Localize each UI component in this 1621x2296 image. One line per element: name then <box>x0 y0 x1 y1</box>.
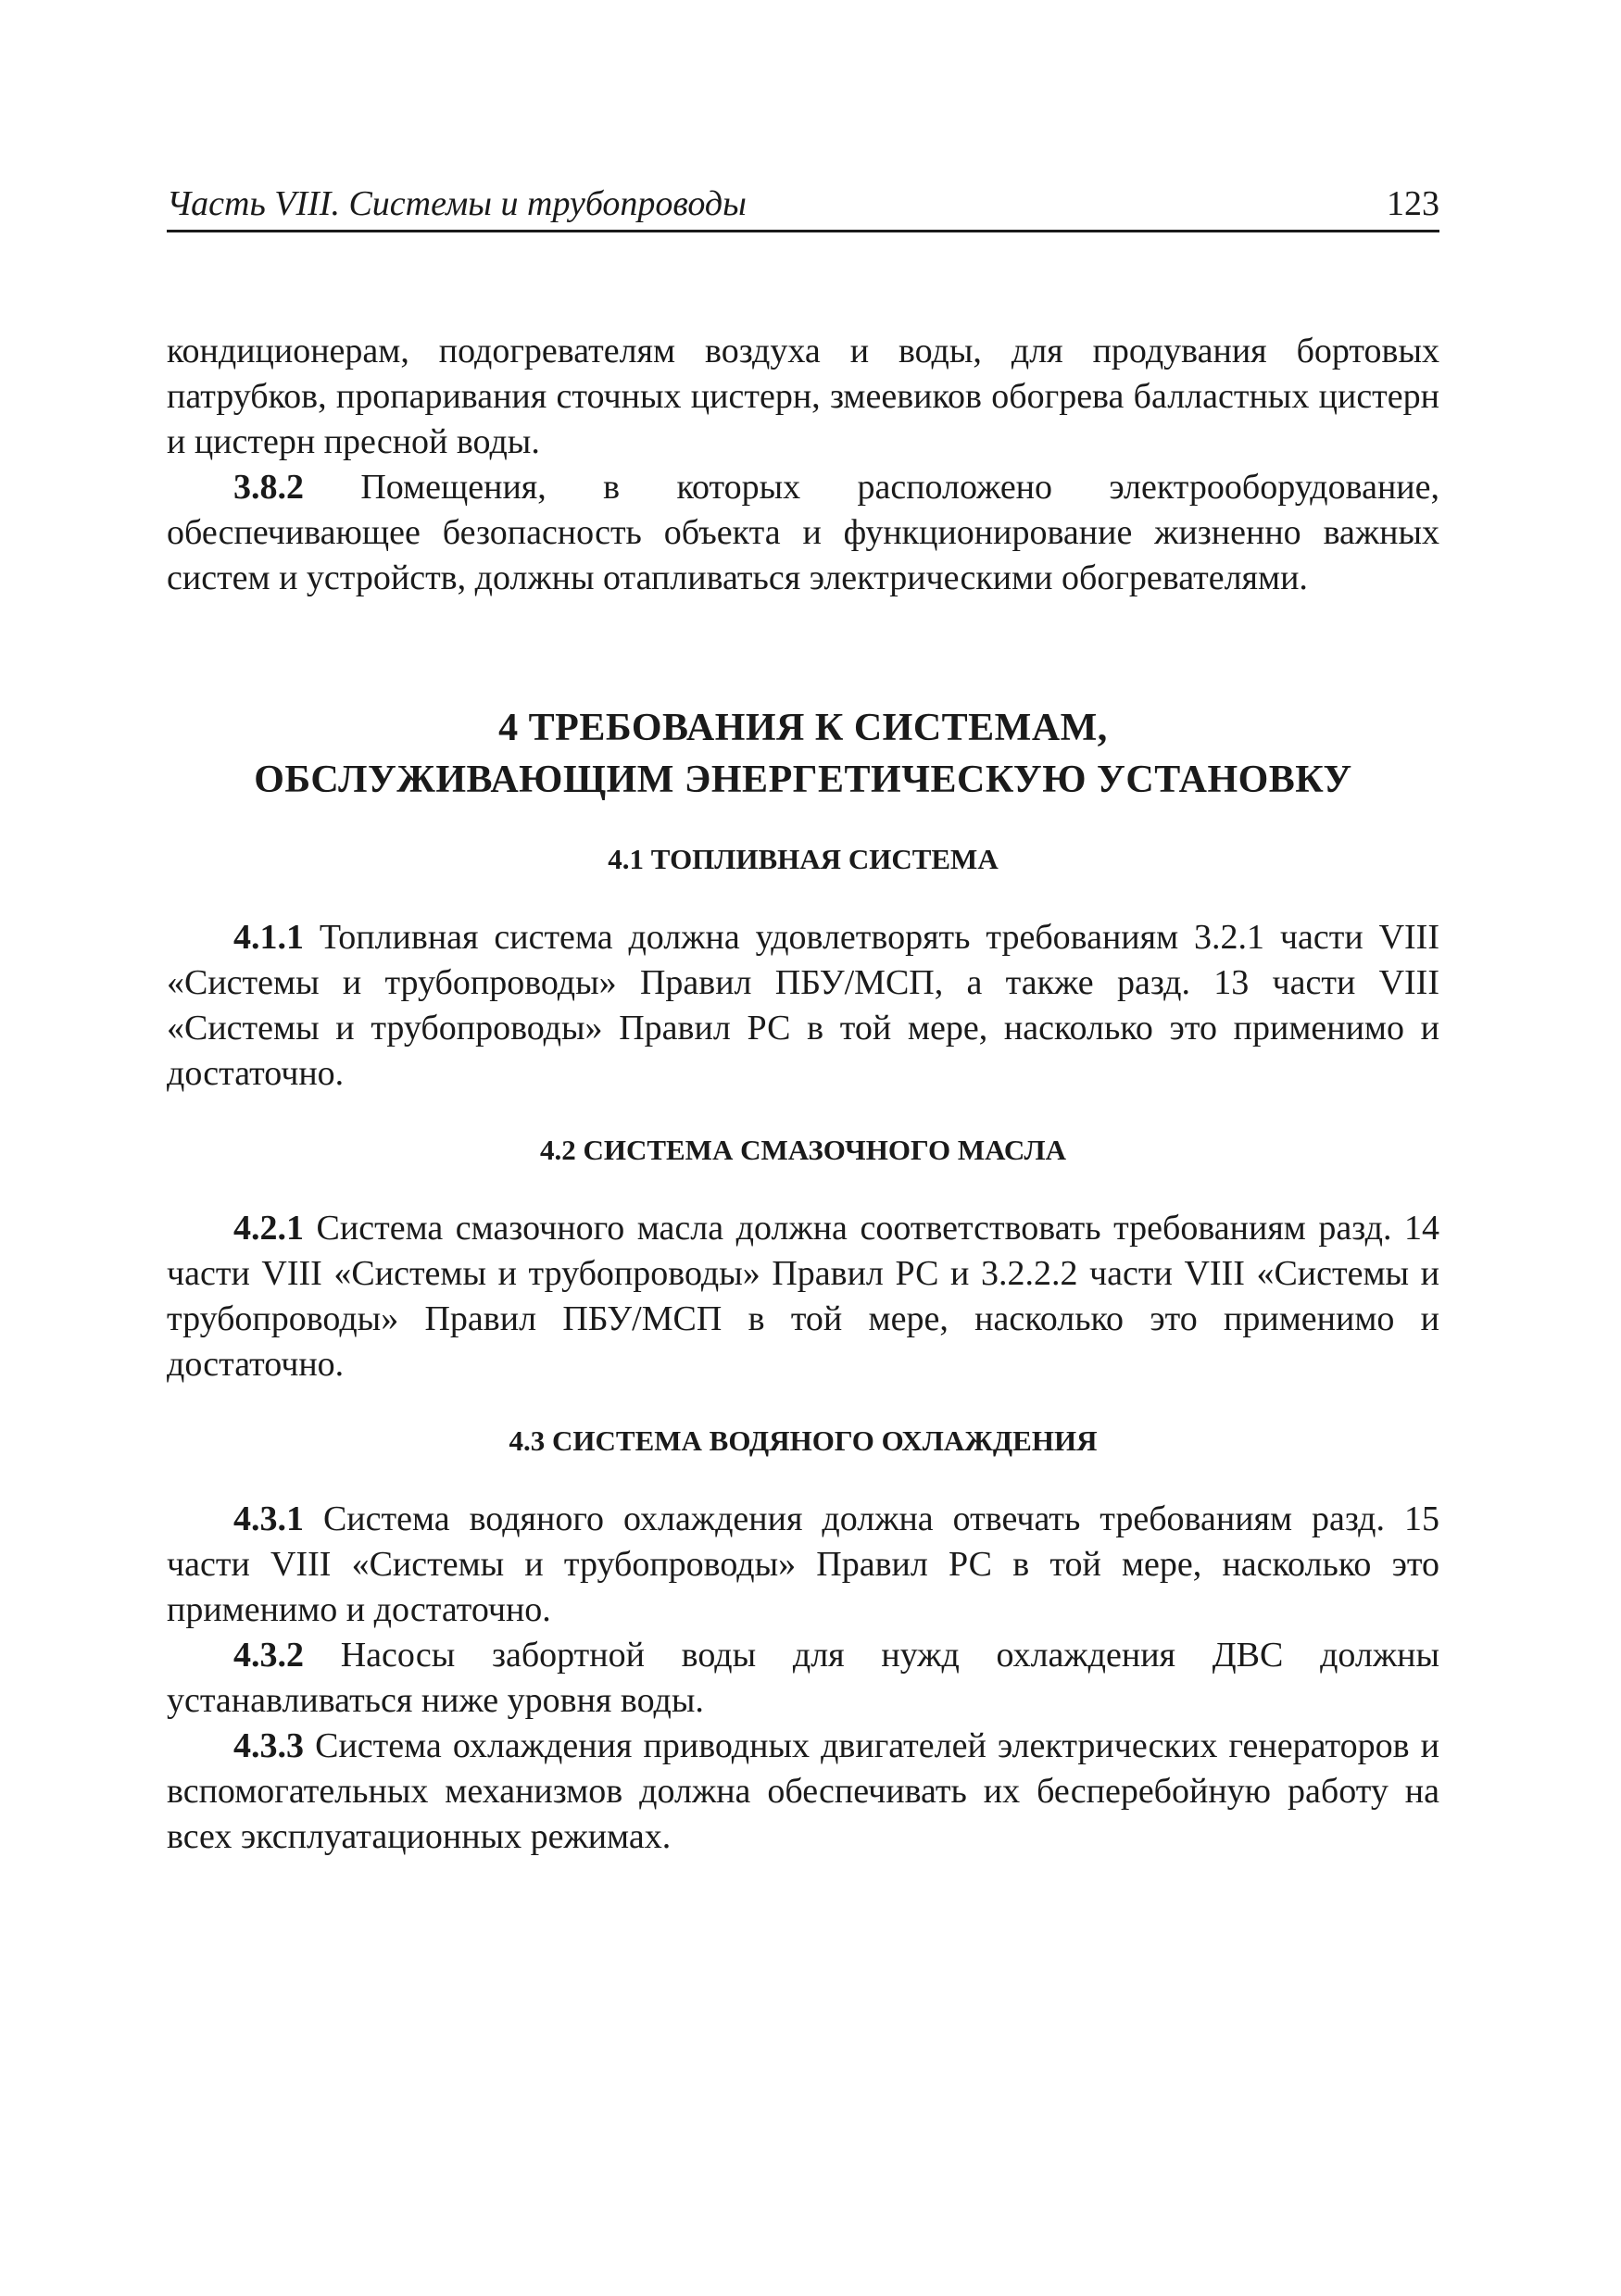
continuation-paragraph: кондиционерам, подогревателям воздуха и воды, для продувания бортовых патрубков, пропаривания сточных цистерн, змеевиков обогрева балластных цистерн и цистерн пресной воды. <box>167 332 1439 461</box>
paragraph-4-3-1 <box>167 1497 1439 1633</box>
paragraph-4-3-3 <box>167 1724 1439 1860</box>
paragraph-4-2-1 <box>167 1206 1439 1387</box>
running-header-title: Часть VIII. Системы и трубопроводы <box>167 184 747 223</box>
paragraph-4-3-2 <box>167 1633 1439 1724</box>
page-body <box>167 329 1439 1860</box>
clause-number: 4.3.3 <box>233 1726 304 1765</box>
section-4-heading <box>167 702 1439 806</box>
section-4-heading-line2: ОБСЛУЖИВАЮЩИМ ЭНЕРГЕТИЧЕСКУЮ УСТАНОВКУ <box>254 759 1352 801</box>
subsection-4-1-heading: 4.1 ТОПЛИВНАЯ СИСТЕМА <box>608 843 999 875</box>
section-4-heading-line1: 4 ТРЕБОВАНИЯ К СИСТЕМАМ, <box>498 707 1108 749</box>
clause-number: 4.1.1 <box>233 918 304 957</box>
running-header <box>167 174 1439 232</box>
clause-text: Система смазочного масла должна соответствовать требованиям разд. 14 части VIII «Системы и трубопроводы» Правил РС и 3.2.2.2 части VIII «Системы и трубопроводы» Правил ПБУ/МСП в той мере, насколько это применимо и достаточно. <box>167 1209 1439 1384</box>
clause-number: 4.3.1 <box>233 1499 304 1538</box>
clause-text: Топливная система должна удовлетворять требованиям 3.2.1 части VIII «Системы и трубопроводы» Правил ПБУ/МСП, а также разд. 13 части VIII «Системы и трубопроводы» Правил РС в той мере, насколько это применимо и достаточно. <box>167 918 1439 1093</box>
paragraph-3-8-2 <box>167 465 1439 601</box>
clause-text: Система охлаждения приводных двигателей электрических генераторов и вспомогательных механизмов должна обеспечивать их бесперебойную работу на всех эксплуатационных режимах. <box>167 1726 1439 1856</box>
subsection-4-2-heading: 4.2 СИСТЕМА СМАЗОЧНОГО МАСЛА <box>539 1134 1067 1166</box>
paragraph-4-1-1 <box>167 915 1439 1097</box>
subsection-4-3-heading: 4.3 СИСТЕМА ВОДЯНОГО ОХЛАЖДЕНИЯ <box>509 1424 1098 1457</box>
clause-number: 4.3.2 <box>233 1636 304 1675</box>
clause-number: 4.2.1 <box>233 1209 304 1248</box>
clause-text: Насосы забортной воды для нужд охлаждения ДВС должны устанавливаться ниже уровня воды. <box>167 1636 1439 1720</box>
clause-text: Система водяного охлаждения должна отвечать требованиям разд. 15 части VIII «Системы и трубопроводы» Правил РС в той мере, насколько это применимо и достаточно. <box>167 1499 1439 1629</box>
clause-number: 3.8.2 <box>233 468 304 507</box>
page-number: 123 <box>1387 184 1439 223</box>
clause-text: Помещения, в которых расположено электрооборудование, обеспечивающее безопасность объекта и функционирование жизненно важных систем и устройств, должны отапливаться электрическими обогревателями. <box>167 468 1439 597</box>
